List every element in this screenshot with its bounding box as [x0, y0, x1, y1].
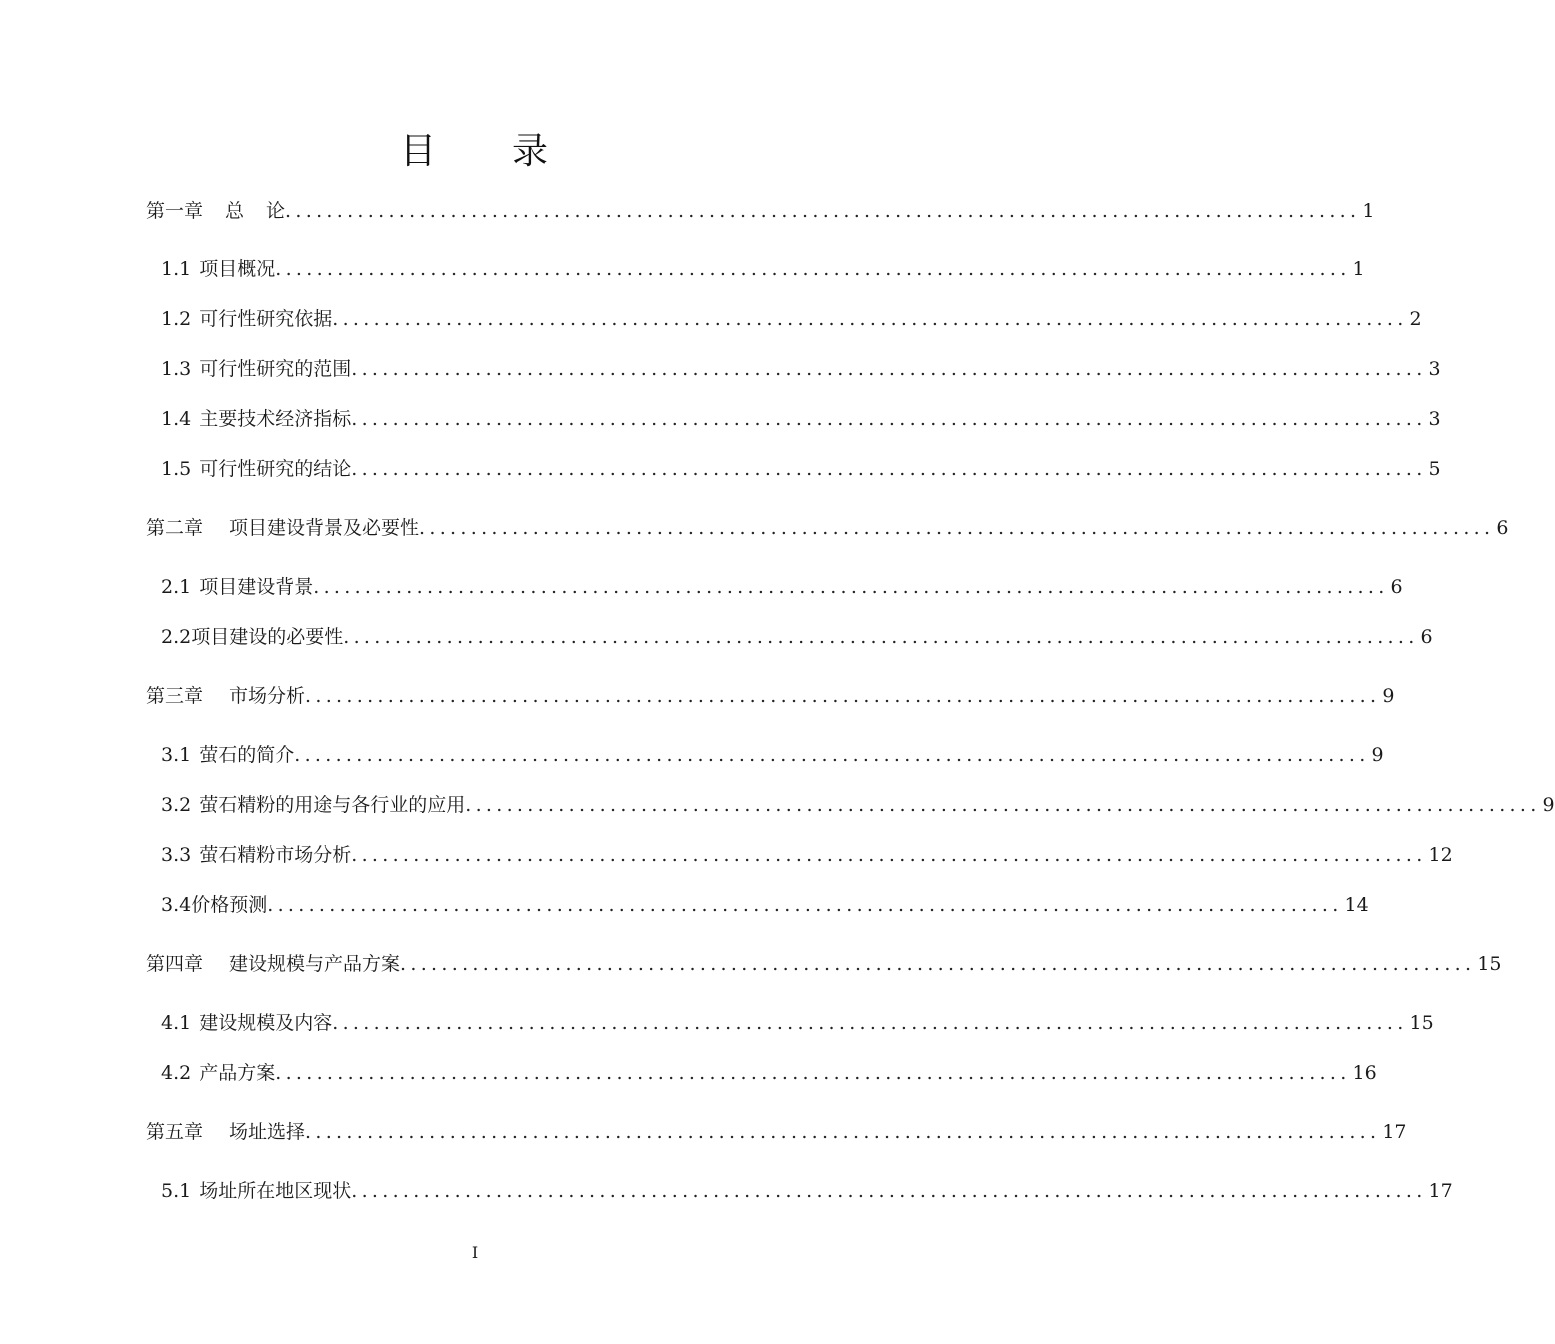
- dot-leader: ........................................................................................................: [294, 744, 1370, 766]
- toc-entry-label: 3.2 萤石精粉的用途与各行业的应用: [161, 794, 466, 816]
- toc-entry-label: 4.1 建设规模及内容: [161, 1012, 333, 1034]
- toc-entry-label: 第一章 总 论: [146, 200, 286, 222]
- toc-page-number: 17: [1382, 1121, 1407, 1143]
- toc-entry-2-2[interactable]: [161, 622, 1433, 652]
- toc-entry-label: 2.2项目建设的必要性: [161, 626, 344, 648]
- dot-leader: ........................................................................................................: [267, 894, 1343, 916]
- toc-page-number: 15: [1409, 1012, 1434, 1034]
- toc-entry-label: 1.5 可行性研究的结论: [161, 458, 352, 480]
- toc-entry-3-4[interactable]: [161, 890, 1369, 920]
- toc-page-number: 5: [1428, 458, 1441, 480]
- toc-entry-1-1[interactable]: [161, 254, 1365, 284]
- dot-leader: ........................................................................................................: [400, 953, 1476, 975]
- dot-leader: ........................................................................................................: [465, 794, 1541, 816]
- dot-leader: ........................................................................................................: [351, 458, 1427, 480]
- dot-leader: ........................................................................................................: [351, 408, 1427, 430]
- toc-page-number: 1: [1362, 200, 1375, 222]
- toc-page-number: 1: [1352, 258, 1365, 280]
- dot-leader: ........................................................................................................: [332, 308, 1408, 330]
- toc-entry-1-4[interactable]: [161, 404, 1441, 434]
- toc-page-number: 9: [1542, 794, 1555, 816]
- toc-entry-1-5[interactable]: [161, 454, 1441, 484]
- dot-leader: ........................................................................................................: [343, 626, 1419, 648]
- toc-page-number: 15: [1477, 953, 1502, 975]
- toc-page-number: 16: [1352, 1062, 1377, 1084]
- page-footer-number: I: [471, 1243, 479, 1262]
- dot-leader: ........................................................................................................: [313, 576, 1389, 598]
- toc-entry-label: 第二章 项目建设背景及必要性: [146, 517, 420, 539]
- toc-page-number: 6: [1420, 626, 1433, 648]
- dot-leader: ........................................................................................................: [351, 844, 1427, 866]
- toc-entry-label: 1.4 主要技术经济指标: [161, 408, 352, 430]
- dot-leader: ........................................................................................................: [351, 358, 1427, 380]
- toc-entry-4-1[interactable]: [161, 1008, 1434, 1038]
- dot-leader: ........................................................................................................: [275, 258, 1351, 280]
- dot-leader: ........................................................................................................: [275, 1062, 1351, 1084]
- toc-entry-label: 1.1 项目概况: [161, 258, 276, 280]
- toc-title-char-1: 目: [399, 131, 438, 172]
- toc-page-number: 9: [1382, 685, 1395, 707]
- toc-entry-label: 第三章 市场分析: [146, 685, 306, 707]
- dot-leader: ........................................................................................................: [351, 1180, 1427, 1202]
- toc-page-number: 3: [1428, 358, 1441, 380]
- toc-entry-label: 第五章 场址选择: [146, 1121, 306, 1143]
- toc-entry-3-3[interactable]: [161, 840, 1453, 870]
- toc-page-number: 6: [1390, 576, 1403, 598]
- toc-entry-chapter-2[interactable]: [146, 513, 1509, 543]
- toc-entry-label: 3.4价格预测: [161, 894, 268, 916]
- toc-title: [0, 128, 950, 176]
- toc-page-number: 17: [1428, 1180, 1453, 1202]
- toc-entry-3-2[interactable]: [161, 790, 1555, 820]
- toc-entry-label: 3.1 萤石的简介: [161, 744, 295, 766]
- dot-leader: ........................................................................................................: [305, 685, 1381, 707]
- dot-leader: ........................................................................................................: [419, 517, 1495, 539]
- toc-entry-3-1[interactable]: [161, 740, 1384, 770]
- dot-leader: ........................................................................................................: [332, 1012, 1408, 1034]
- toc-entry-4-2[interactable]: [161, 1058, 1377, 1088]
- toc-entry-5-1[interactable]: [161, 1176, 1453, 1206]
- toc-page-number: 2: [1409, 308, 1422, 330]
- toc-entry-chapter-3[interactable]: [146, 681, 1395, 711]
- toc-page-number: 6: [1496, 517, 1509, 539]
- toc-page-number: 3: [1428, 408, 1441, 430]
- toc-entry-label: 1.3 可行性研究的范围: [161, 358, 352, 380]
- toc-entry-label: 1.2 可行性研究依据: [161, 308, 333, 330]
- toc-page-number: 9: [1371, 744, 1384, 766]
- toc-entry-label: 3.3 萤石精粉市场分析: [161, 844, 352, 866]
- toc-entry-label: 第四章 建设规模与产品方案: [146, 953, 401, 975]
- toc-entry-chapter-4[interactable]: [146, 949, 1502, 979]
- toc-entry-1-3[interactable]: [161, 354, 1441, 384]
- toc-title-char-2: 录: [512, 131, 551, 172]
- toc-page-number: 14: [1344, 894, 1369, 916]
- toc-entry-label: 5.1 场址所在地区现状: [161, 1180, 352, 1202]
- toc-entry-label: 4.2 产品方案: [161, 1062, 276, 1084]
- toc-entry-1-2[interactable]: [161, 304, 1422, 334]
- toc-page-number: 12: [1428, 844, 1453, 866]
- toc-entry-chapter-5[interactable]: [146, 1117, 1407, 1147]
- dot-leader: ........................................................................................................: [285, 200, 1361, 222]
- toc-entry-2-1[interactable]: [161, 572, 1403, 602]
- toc-entry-label: 2.1 项目建设背景: [161, 576, 314, 598]
- toc-entry-chapter-1[interactable]: [146, 196, 1375, 226]
- dot-leader: ........................................................................................................: [305, 1121, 1381, 1143]
